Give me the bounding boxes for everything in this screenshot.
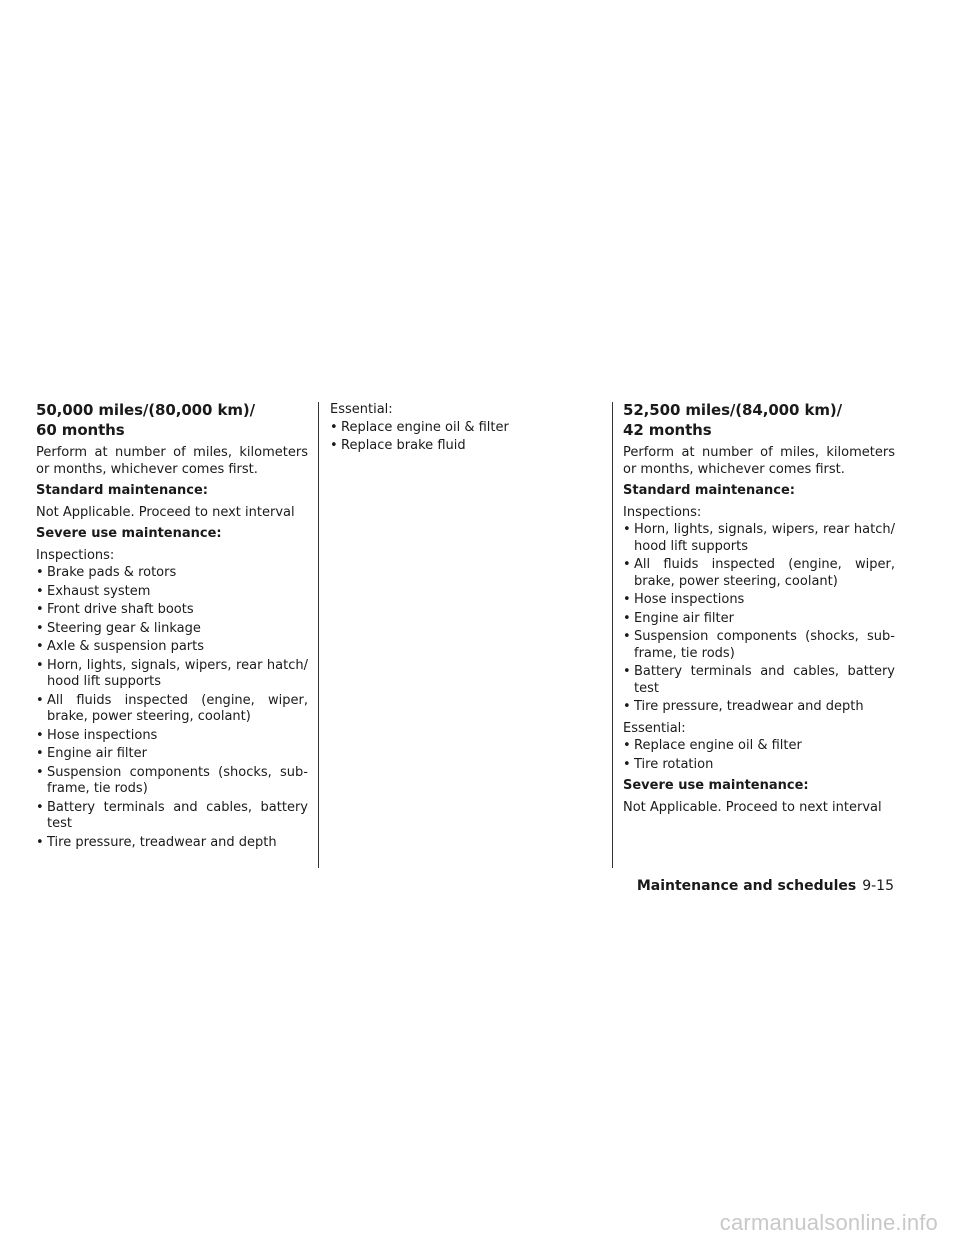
list-item: • Suspension components (shocks, sub- frame, tie rods) <box>36 765 308 798</box>
list-item: • All fluids inspected (engine, wiper, brake, power steering, coolant) <box>623 557 895 590</box>
list-item: • Engine air filter <box>623 611 895 628</box>
interval-50000-continued <box>330 402 602 460</box>
list-item: • Battery terminals and cables, battery test <box>623 664 895 697</box>
list-item: • Brake pads & rotors <box>36 565 308 582</box>
standard-maintenance-label: Standard maintenance: <box>36 483 208 498</box>
list-item: • Battery terminals and cables, battery test <box>36 800 308 833</box>
inspections-list <box>623 522 895 716</box>
list-item: • Engine air filter <box>36 746 308 763</box>
standard-maintenance-text: Not Applicable. Proceed to next interval <box>36 504 295 520</box>
list-item: • Replace brake fluid <box>330 438 602 455</box>
list-item: • Horn, lights, signals, wipers, rear hatch/ hood lift supports <box>623 522 895 555</box>
interval-50000-heading <box>36 400 308 440</box>
severe-use-maintenance-label: Severe use maintenance: <box>36 526 222 541</box>
inspections-label: Inspections: <box>623 504 702 520</box>
severe-use-maintenance-label: Severe use maintenance: <box>623 778 809 793</box>
list-item: • Replace engine oil & filter <box>330 420 602 437</box>
interval-52500-intro: Perform at number of miles, kilometers or months, whichever comes first. <box>623 445 895 477</box>
essential-list <box>330 420 602 455</box>
list-item: • Suspension components (shocks, sub- frame, tie rods) <box>623 629 895 662</box>
interval-50000-title-line1: 50,000 miles/(80,000 km)/ <box>36 401 255 419</box>
interval-52500-section <box>623 400 895 821</box>
interval-52500-title-line2: 42 months <box>623 421 712 439</box>
list-item: • Front drive shaft boots <box>36 602 308 619</box>
interval-50000-intro: Perform at number of miles, kilometers or months, whichever comes first. <box>36 445 308 477</box>
footer-section-title: Maintenance and schedules <box>636 878 857 894</box>
interval-50000-section <box>36 400 308 856</box>
list-item: • Tire pressure, treadwear and depth <box>36 835 308 852</box>
list-item: • Horn, lights, signals, wipers, rear hatch/ hood lift supports <box>36 658 308 691</box>
list-item: • Tire pressure, treadwear and depth <box>623 699 895 716</box>
column-divider <box>612 402 613 868</box>
page-number: 9-15 <box>862 878 894 894</box>
essential-list <box>623 738 895 773</box>
list-item: • Hose inspections <box>36 728 308 745</box>
list-item: • Exhaust system <box>36 584 308 601</box>
column-divider <box>318 402 319 868</box>
list-item: • All fluids inspected (engine, wiper, brake, power steering, coolant) <box>36 693 308 726</box>
standard-maintenance-label: Standard maintenance: <box>623 483 795 498</box>
page-footer <box>560 878 894 894</box>
list-item: • Steering gear & linkage <box>36 621 308 638</box>
inspections-list <box>36 565 308 851</box>
severe-use-maintenance-text: Not Applicable. Proceed to next interval <box>623 799 882 815</box>
list-item: • Axle & suspension parts <box>36 639 308 656</box>
interval-50000-title-line2: 60 months <box>36 421 125 439</box>
essential-label: Essential: <box>330 402 393 417</box>
essential-label: Essential: <box>623 720 686 736</box>
interval-52500-title-line1: 52,500 miles/(84,000 km)/ <box>623 401 842 419</box>
watermark: carmanualsonline.info <box>719 1210 938 1235</box>
inspections-label: Inspections: <box>36 547 115 563</box>
list-item: • Hose inspections <box>623 592 895 609</box>
interval-52500-heading <box>623 400 895 440</box>
list-item: • Tire rotation <box>623 757 895 774</box>
list-item: • Replace engine oil & filter <box>623 738 895 755</box>
